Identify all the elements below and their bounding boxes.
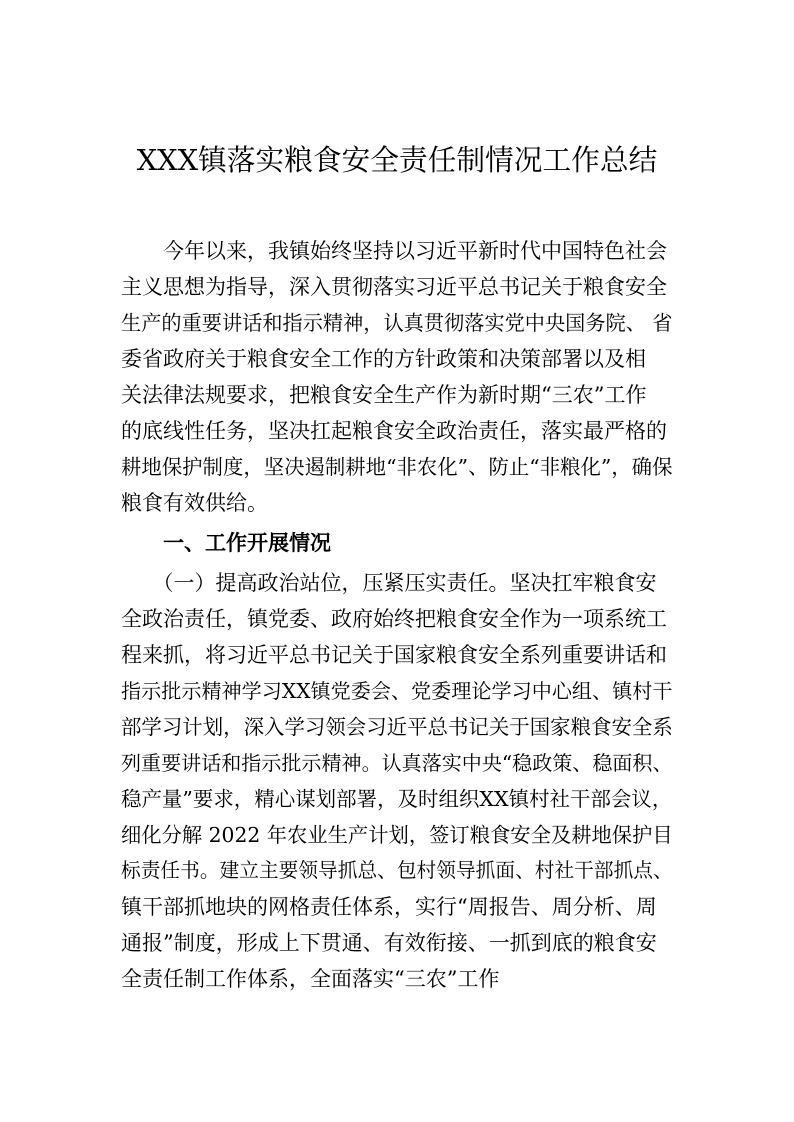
- body-line: 通报”制度，形成上下贯通、有效衔接、一抓到底的粮食安: [121, 931, 657, 955]
- document-title: XXX镇落实粮食安全责任制情况工作总结: [136, 143, 658, 177]
- body-line: 列重要讲话和指示批示精神。认真落实中央“稳政策、稳面积、: [121, 751, 673, 775]
- body-line: 镇干部抓地块的网格责任体系，实行“周报告、周分析、周: [121, 895, 657, 919]
- section-heading: 一、工作开展情况: [121, 531, 331, 555]
- body-line: 稳产量”要求，精心谋划部署，及时组织XX镇村社干部会议，: [121, 787, 673, 811]
- body-line: 指示批示精神学习XX镇党委会、党委理论学习中心组、镇村干: [121, 679, 673, 703]
- body-line: 生产的重要讲话和指示精神，认真贯彻落实党中央国务院、 省: [121, 311, 673, 335]
- body-line: 全政治责任，镇党委、政府始终把粮食安全作为一项系统工: [121, 607, 667, 631]
- body-line: 委省政府关于粮食安全工作的方针政策和决策部署以及相: [121, 347, 646, 371]
- body-line: （一）提高政治站位，压紧压实责任。坚决扛牢粮食安: [121, 571, 657, 595]
- body-line: 部学习计划，深入学习领会习近平总书记关于国家粮食安全系: [121, 715, 673, 739]
- body-line: 粮食有效供给。: [121, 491, 268, 515]
- body-line: 标责任书。建立主要领导抓总、包村领导抓面、村社干部抓点、: [121, 859, 673, 882]
- body-line: 全责任制工作体系，全面落实“三农”工作: [121, 967, 500, 991]
- body-line: 今年以来，我镇始终坚持以习近平新时代中国特色社会: [121, 239, 667, 263]
- body-line: 程来抓，将习近平总书记关于国家粮食安全系列重要讲话和: [121, 643, 667, 667]
- body-line: 主义思想为指导，深入贯彻落实习近平总书记关于粮食安全: [121, 275, 667, 299]
- body-line: 关法律法规要求，把粮食安全生产作为新时期“三农”工作: [121, 383, 647, 407]
- body-line: 的底线性任务，坚决扛起粮食安全政治责任，落实最严格的: [121, 419, 667, 443]
- body-line: 耕地保护制度，坚决遏制耕地“非农化”、防止“非粮化”，确保: [121, 455, 673, 479]
- body-line: 细化分解 2022 年农业生产计划，签订粮食安全及耕地保护目: [121, 823, 673, 847]
